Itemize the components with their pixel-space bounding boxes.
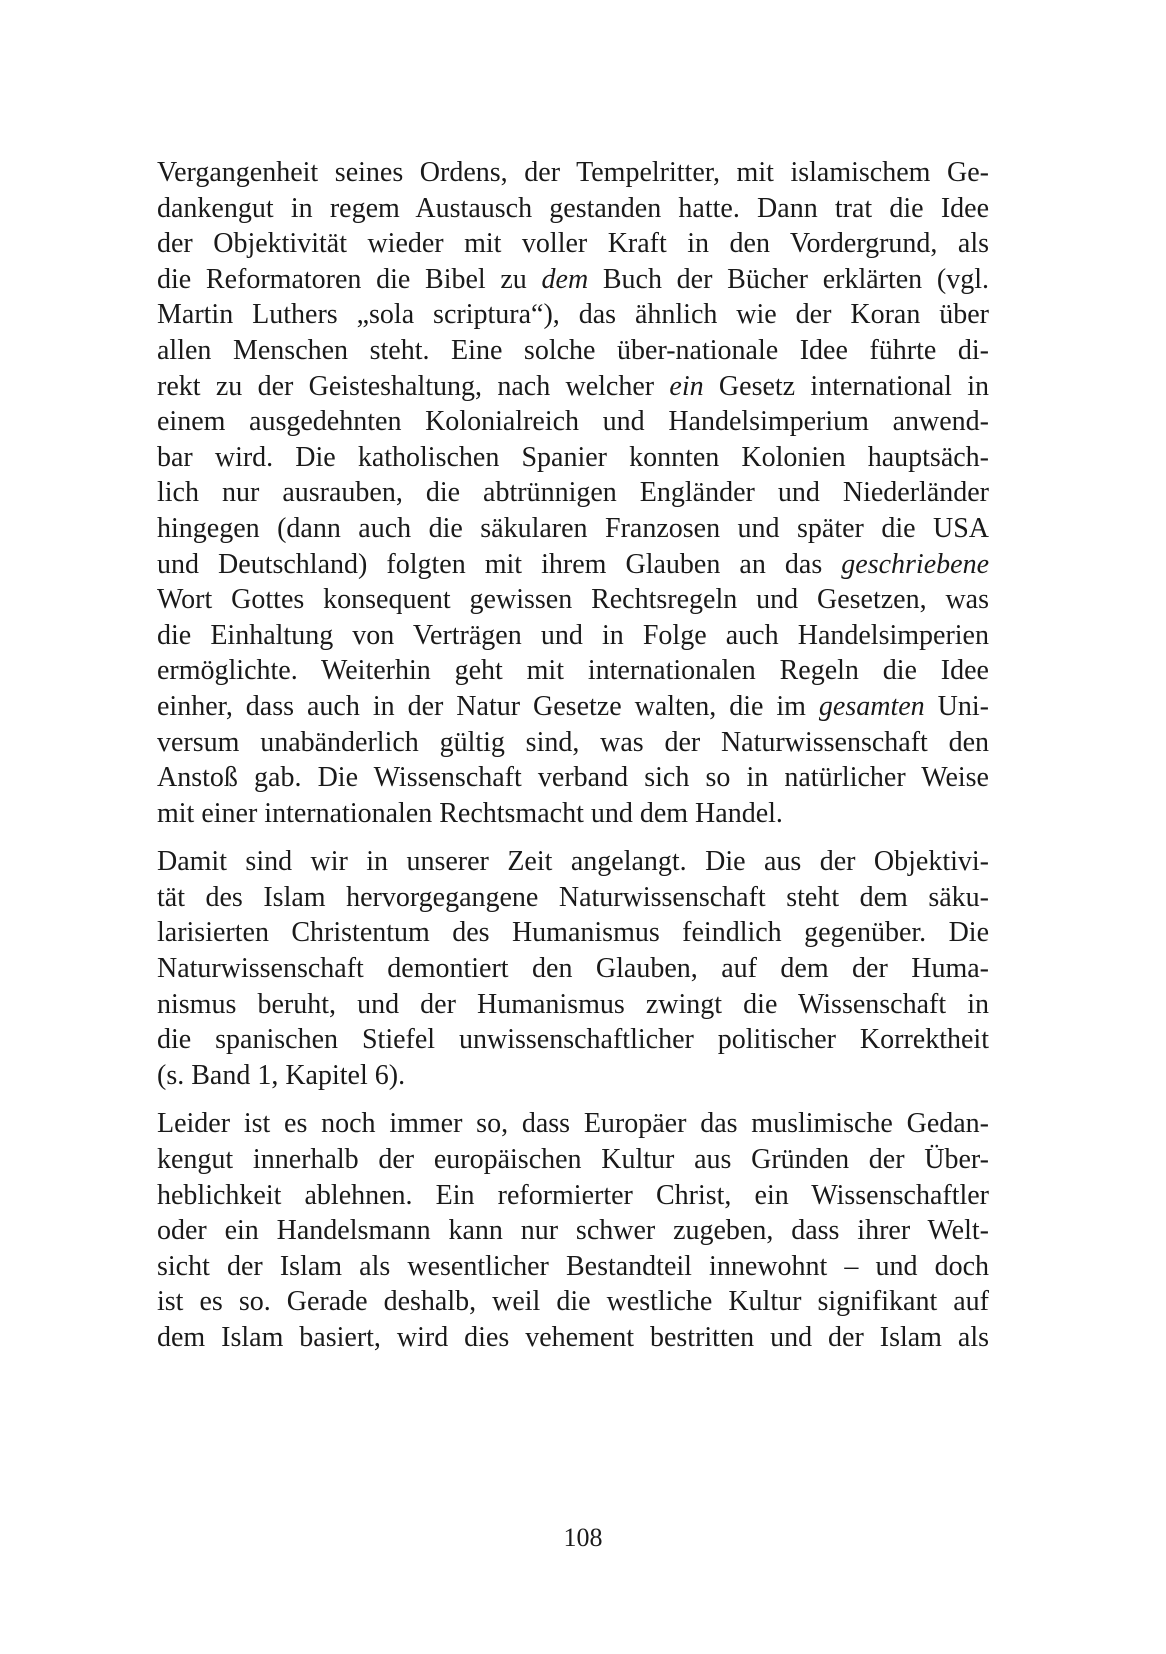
text-run: hingegen (dann auch die säkularen Franzosen und später die USA [157, 512, 989, 544]
text-run: Anstoß gab. Die Wissenschaft verband sich so in natürlicher Weise [157, 762, 989, 794]
text-run: Leider ist es noch immer so, dass Europäer das muslimische Gedan- [157, 1108, 989, 1140]
text-run: nismus beruht, und der Humanismus zwingt die Wissenschaft in [157, 988, 989, 1020]
paragraph-gap [157, 831, 989, 844]
emphasized-text: dem [541, 263, 589, 295]
text-run: sicht der Islam als wesentlicher Bestandteil innewohnt – und doch [157, 1250, 989, 1282]
emphasized-text: geschriebene [841, 548, 989, 580]
text-run: Wort Gottes konsequent gewissen Rechtsregeln und Gesetzen, was [157, 584, 989, 616]
text-run: Uni- [924, 690, 989, 722]
text-run: und Deutschland) folgten mit ihrem Glauben an das [157, 548, 842, 580]
text-run: larisierten Christentum des Humanismus feindlich gegenüber. Die [157, 917, 989, 949]
emphasized-text: gesamten [818, 690, 925, 722]
text-line [157, 333, 989, 369]
text-run: einher, dass auch in der Natur Gesetze walten, die im [157, 690, 819, 722]
text-line [157, 880, 989, 916]
text-line [157, 582, 989, 618]
text-line [157, 262, 989, 298]
text-line [157, 191, 989, 227]
text-line [157, 951, 989, 987]
text-line [157, 1213, 989, 1249]
paragraph-gap [157, 1093, 989, 1106]
text-line [157, 547, 989, 583]
text-line [157, 844, 989, 880]
emphasized-text: ein [669, 370, 704, 402]
text-run: mit einer internationalen Rechtsmacht und dem Handel. [157, 797, 783, 829]
text-run: die Einhaltung von Verträgen und in Folge auch Handelsimperien [157, 619, 989, 651]
text-line [157, 226, 989, 262]
text-run: tät des Islam hervorgegangene Naturwissenschaft steht dem säku- [157, 881, 989, 913]
text-line [157, 440, 989, 476]
text-run: dankengut in regem Austausch gestanden hatte. Dann trat die Idee [157, 192, 989, 224]
body-text [157, 155, 989, 1356]
text-run: Martin Luthers „sola scriptura“), das ähnlich wie der Koran über [157, 299, 989, 331]
text-line [157, 689, 989, 725]
text-line [157, 1106, 989, 1142]
text-line [157, 1284, 989, 1320]
text-line [157, 1058, 989, 1094]
text-run: lich nur ausrauben, die abtrünnigen Engländer und Niederländer [157, 477, 989, 509]
text-run: ist es so. Gerade deshalb, weil die westliche Kultur signifikant auf [157, 1286, 989, 1318]
text-line [157, 475, 989, 511]
text-line [157, 760, 989, 796]
text-run: (s. Band 1, Kapitel 6). [157, 1059, 406, 1091]
text-run: Gesetz international in [703, 370, 989, 402]
text-line [157, 155, 989, 191]
text-line [157, 987, 989, 1023]
text-run: einem ausgedehnten Kolonialreich und Handelsimperium anwend- [157, 406, 989, 438]
text-run: Buch der Bücher erklärten (vgl. [588, 263, 989, 295]
text-run: Naturwissenschaft demontiert den Glauben, auf dem der Huma- [157, 953, 989, 985]
text-line [157, 1022, 989, 1058]
text-line [157, 618, 989, 654]
text-run: bar wird. Die katholischen Spanier konnten Kolonien hauptsäch- [157, 441, 989, 473]
text-run: die spanischen Stiefel unwissenschaftlicher politischer Korrektheit [157, 1024, 989, 1056]
text-run: Vergangenheit seines Ordens, der Tempelritter, mit islamischem Ge- [157, 157, 989, 188]
text-run: der Objektivität wieder mit voller Kraft in den Vordergrund, als [157, 228, 989, 260]
text-line [157, 796, 989, 832]
text-line [157, 404, 989, 440]
text-run: heblichkeit ablehnen. Ein reformierter Christ, ein Wissenschaftler [157, 1179, 989, 1211]
paragraph [157, 1106, 989, 1355]
text-line [157, 1249, 989, 1285]
text-run: Damit sind wir in unserer Zeit angelangt. Die aus der Objektivi- [157, 846, 989, 878]
page-number: 108 [563, 1523, 603, 1552]
text-run: rekt zu der Geisteshaltung, nach welcher [157, 370, 670, 402]
text-line [157, 725, 989, 761]
text-run: ermöglichte. Weiterhin geht mit internationalen Regeln die Idee [157, 655, 989, 687]
text-run: allen Menschen steht. Eine solche über-nationale Idee führte di- [157, 334, 989, 366]
text-line [157, 297, 989, 333]
text-line [157, 653, 989, 689]
text-run: die Reformatoren die Bibel zu [157, 263, 542, 295]
text-run: oder ein Handelsmann kann nur schwer zugeben, dass ihrer Welt- [157, 1215, 989, 1247]
text-line [157, 915, 989, 951]
text-run: versum unabänderlich gültig sind, was der Naturwissenschaft den [157, 726, 989, 758]
paragraph [157, 155, 989, 831]
text-line [157, 511, 989, 547]
text-line [157, 1320, 989, 1356]
text-line [157, 369, 989, 405]
text-run: dem Islam basiert, wird dies vehement bestritten und der Islam als [157, 1322, 989, 1353]
text-line [157, 1178, 989, 1214]
text-run: kengut innerhalb der europäischen Kultur aus Gründen der Über- [157, 1144, 989, 1176]
paragraph [157, 844, 989, 1093]
text-line [157, 1142, 989, 1178]
